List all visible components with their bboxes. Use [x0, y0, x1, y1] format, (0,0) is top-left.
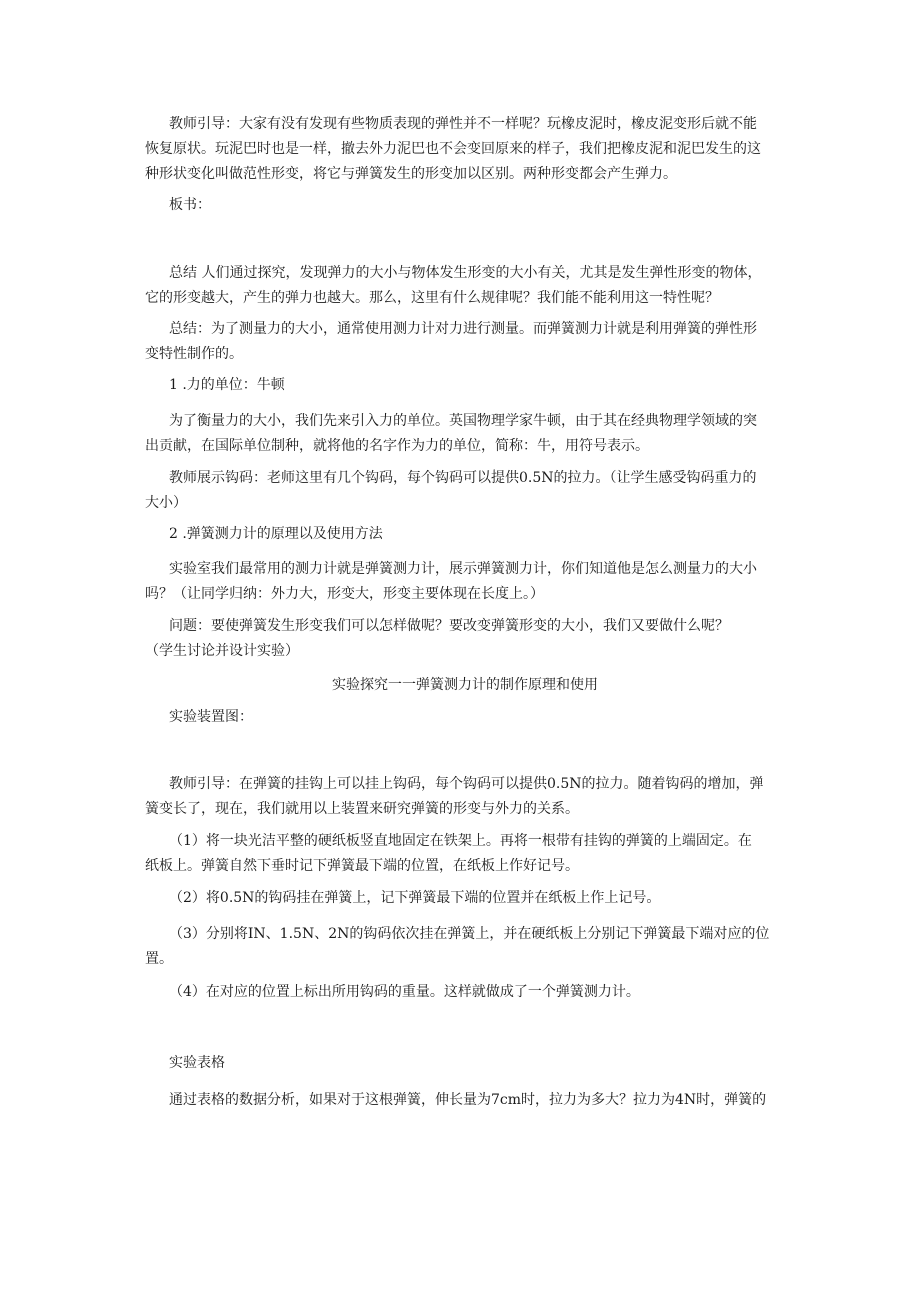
paragraph-hook-weights — [145, 466, 785, 516]
text-line: 教师引导：在弹簧的挂钩上可以挂上钩码，每个钩码可以提供0.5N的拉力。随着钩码的增加，弹 — [169, 776, 764, 792]
text-line: 出贡献，在国际单位制种，就将他的名字作为力的单位，简称：牛，用符号表示。 — [145, 438, 649, 454]
text-line: 置。 — [145, 951, 173, 967]
text-line: 1 .力的单位：牛顿 — [169, 377, 285, 393]
text-line: 实验表格 — [169, 1055, 225, 1071]
text-line: 2 .弹簧测力计的原理以及使用方法 — [169, 526, 383, 542]
paragraph-step-1 — [145, 829, 785, 879]
paragraph-step-4 — [145, 980, 785, 1005]
experiment-title: 实验探究一一弹簧测力计的制作原理和使用 — [332, 677, 598, 693]
text-line: 实验装置图： — [169, 709, 253, 725]
text-line: 总结：为了测量力的大小，通常使用测力计对力进行测量。而弹簧测力计就是利用弹簧的弹性形 — [169, 321, 757, 337]
text-line: 实验室我们最常用的测力计就是弹簧测力计，展示弹簧测力计，你们知道他是怎么测量力的大小 — [169, 561, 757, 577]
text-line: 总结 人们通过探究，发现弹力的大小与物体发生形变的大小有关，尤其是发生弹性形变的物体， — [169, 265, 762, 281]
paragraph-teacher-guide-1 — [145, 112, 785, 187]
text-line: （4）在对应的位置上标出所用钩码的重量。这样就做成了一个弹簧测力计。 — [169, 984, 640, 1000]
text-line: 教师引导：大家有没有发现有些物质表现的弹性并不一样呢？玩橡皮泥时，橡皮泥变形后就不能 — [169, 116, 757, 132]
paragraph-summary-2 — [145, 317, 785, 367]
section-heading-spring-scale — [145, 522, 785, 547]
text-line: 教师展示钩码：老师这里有几个钩码，每个钩码可以提供0.5N的拉力。（让学生感受钩码重力的 — [169, 470, 757, 486]
section-heading-force-unit — [145, 373, 785, 398]
paragraph-board-writing — [145, 193, 785, 218]
text-line: 板书： — [169, 197, 211, 213]
text-line: 簧变长了，现在，我们就用以上装置来研究弹簧的形变与外力的关系。 — [145, 801, 579, 817]
text-line: 通过表格的数据分析，如果对于这根弹簧，伸长量为7cm时，拉力为多大？拉力为4N时，弹簧的 — [169, 1092, 767, 1108]
text-line: 为了衡量力的大小，我们先来引入力的单位。英国物理学家牛顿，由于其在经典物理学领域的突 — [169, 413, 757, 429]
paragraph-lab-scale — [145, 557, 785, 607]
text-line: 它的形变越大，产生的弹力也越大。那么，这里有什么规律呢？我们能不能利用这一特性呢？ — [145, 290, 719, 306]
paragraph-teacher-guide-2 — [145, 772, 785, 822]
text-line: 变特性制作的。 — [145, 346, 243, 362]
text-line: 吗？（让同学归纳：外力大，形变大，形变主要体现在长度上。） — [145, 586, 544, 602]
text-line: 恢复原状。玩泥巴时也是一样，撤去外力泥巴也不会变回原来的样子，我们把橡皮泥和泥巴发生的这 — [145, 141, 761, 157]
paragraph-data-analysis — [145, 1088, 785, 1113]
paragraph-step-2 — [145, 886, 785, 911]
paragraph-step-3 — [145, 922, 785, 972]
text-line: 大小） — [145, 495, 187, 511]
text-line: （3）分别将IN、1.5N、2N的钩码依次挂在弹簧上，并在硬纸板上分别记下弹簧最下端对应的位 — [169, 926, 770, 942]
paragraph-newton — [145, 409, 785, 459]
paragraph-summary-1 — [145, 261, 785, 311]
text-line: （2）将0.5N的钩码挂在弹簧上，记下弹簧最下端的位置并在纸板上作上记号。 — [169, 890, 661, 906]
text-line: （1）将一块光洁平整的硬纸板竖直地固定在铁架上。再将一根带有挂钩的弹簧的上端固定。在 — [169, 833, 752, 849]
paragraph-experiment-table — [145, 1051, 785, 1076]
paragraph-question — [145, 614, 785, 664]
text-line: 纸板上。弹簧自然下垂时记下弹簧最下端的位置，在纸板上作好记号。 — [145, 858, 579, 874]
text-line: 问题：要使弹簧发生形变我们可以怎样做呢？要改变弹簧形变的大小，我们又要做什么呢？ — [169, 618, 729, 634]
paragraph-apparatus-figure — [145, 705, 785, 730]
text-line: （学生讨论并设计实验） — [145, 643, 299, 659]
text-line: 种形状变化叫做范性形变，将它与弹簧发生的形变加以区别。两种形变都会产生弹力。 — [145, 166, 677, 182]
